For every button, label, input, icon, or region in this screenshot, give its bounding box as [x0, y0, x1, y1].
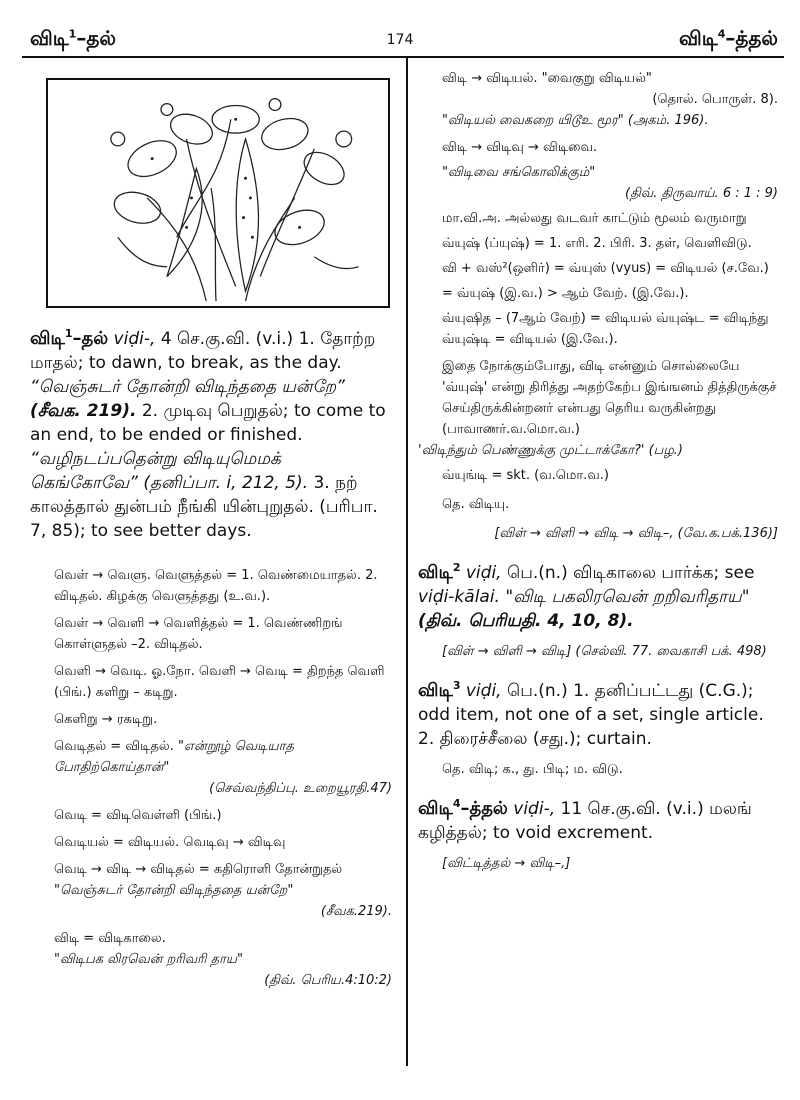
citation: (திவ். திருவாய். 6 : 1 : 9)	[625, 186, 778, 201]
note: வெள் → வெளு. வெளுத்தல் = 1. வெண்மையாதல். 2. விடிதல். கிழக்கு வெளுத்தது (உ.வ.).	[54, 568, 378, 604]
quote: "விடிவை சங்கொலிக்கும்"	[442, 165, 596, 180]
note: = வ்யுஷ் (இ.வ.) > ஆம் வேற். (இ.வே.).	[442, 286, 689, 301]
note: மா.வி.அ. அல்லது வடவர் காட்டும் மூலம் வருமாறு	[442, 211, 747, 226]
quote: "விடியல் வைகறை யிடூஉ மூர" (அகம். 196).	[442, 113, 709, 128]
note: வெடி = விடிவெள்ளி (பிங்.)	[54, 808, 222, 823]
transliteration: viḍi-,	[113, 329, 156, 349]
entry-vidi1-thal	[30, 322, 392, 543]
part-of-speech: 4 செ.கு.வி. (v.i.)	[160, 329, 294, 349]
page-number: 174	[386, 32, 414, 48]
running-head-right: விடி$^4$–த்தல்	[679, 26, 778, 50]
headword: விடி$^2$	[418, 561, 461, 583]
note: கெளிறு → ரகடிறு.	[54, 712, 158, 727]
running-head-left: விடி$^1$–தல்	[30, 26, 116, 50]
citation: (சீவக. 219).	[30, 401, 137, 421]
transliteration: viḍi,	[465, 563, 502, 583]
entry-vidi2	[418, 556, 778, 633]
definition: 11 செ.கு.வி. (v.i.) மலங் கழித்தல்; to void excrement.	[418, 799, 752, 843]
citation: (திவ். பெரியதி. 4, 10, 8).	[418, 611, 634, 631]
entry-vidi4-thal	[418, 792, 778, 845]
right-column	[418, 68, 778, 874]
column-divider	[406, 56, 408, 1066]
quote: “வழிநடப்பதென்று விடியுமெமக் கெங்கோவே”	[30, 449, 281, 493]
cross-reference: viḍi-kālai.	[418, 587, 500, 607]
quote: "விடி பகலிரவென் றறிவரிதாய"	[505, 587, 750, 607]
etymology: [விள் → விளி → விடி → விடி–, (வே.க.பக்.136)]	[494, 526, 778, 541]
sense-1: 1. தோற்ற மாதல்; to dawn, to break, as the day.	[30, 329, 376, 373]
note: வெளி → வெடி. ஓ.நோ. வெளி → வெடி = திறந்த வெளி (பிங்.) களிறு – கடிறு.	[54, 664, 385, 700]
sense-3: 3. நற் காலத்தால் துன்பம் நீங்கி யின்புறுதல். (பரிபா. 7, 85); to see better days.	[30, 473, 378, 541]
note: வி + வஸ்²(ஒளிர்) = வ்யுஸ் (vyus) = விடியல் (ச.வே.)	[442, 261, 769, 276]
transliteration: viḍi-,	[513, 799, 556, 819]
cognates: தெ. விடியு.	[442, 497, 510, 512]
note: விடி → விடியல். "வைகுறு விடியல்"	[442, 71, 652, 86]
note: வெடி → விடி → விடிதல் = கதிரொளி தோன்றுதல்	[54, 862, 343, 877]
note: வெடிதல் = விடிதல். "என்றூழ் வெடியாத போதிற்கொய்தான்"	[54, 739, 294, 775]
quote: "வெஞ்சுடர் தோன்றி விடிந்ததை யன்றே"	[54, 883, 294, 898]
definition: பெ.(n.) விடிகாலை பார்க்க; see	[506, 563, 755, 583]
sense-2: 2. முடிவு பெறுதல்; to come to an end, to be ended or finished.	[30, 401, 386, 445]
note: வ்யுஷ் (ப்யுஷ்) = 1. எரி. 2. பிரி. 3. தள், வெளிவிடு.	[442, 236, 752, 251]
cognates: தெ. விடி; க., து. பிடி; ம. விடு.	[442, 762, 623, 777]
definition: பெ.(n.) 1. தனிப்பட்டது (C.G.); odd item, not one of a set, single article. 2. திரைச்சீலை (சது.); curtain.	[418, 681, 764, 749]
proverb: 'விடிந்தும் பெண்ணுக்கு முட்டாக்கோ?' (பழ.)	[418, 443, 684, 458]
note: வெடியல் = விடியல். வெடிவு → விடிவு	[54, 835, 286, 850]
headword: விடி$^3$	[418, 679, 461, 701]
plant-illustration	[46, 78, 390, 308]
note: வ்யுங்டி = skt. (வ.மொ.வ.)	[442, 468, 609, 483]
headword: விடி$^1$–தல்	[30, 327, 109, 349]
citation: (திவ். பெரிய.4:10:2)	[264, 973, 392, 988]
headword: விடி$^4$–த்தல்	[418, 797, 508, 819]
etymology: [விட்டித்தல் → விடி–,]	[442, 856, 571, 871]
etymology: [விள் → விளி → விடி] (செல்வி. 77. வைகாசி பக். 498)	[442, 644, 767, 659]
citation: (செவ்வந்திப்பு. உறையூரதி.47)	[209, 781, 392, 796]
citation: (தனிப்பா. i, 212, 5).	[143, 473, 309, 493]
header-rule	[22, 56, 784, 58]
note: வெள் → வெளி → வெளித்தல் = 1. வெண்ணிறங் கொள்ளுதல் –2. விடிதல்.	[54, 616, 343, 652]
citation: (சீவக.219).	[320, 904, 392, 919]
citation: (தொல். பொருள். 8).	[652, 92, 778, 107]
left-column	[30, 322, 392, 991]
quote: "விடிபக லிரவென் றரிவரி தாய"	[54, 952, 244, 967]
quote: “வெஞ்சுடர் தோன்றி விடிந்ததை யன்றே”	[30, 377, 345, 397]
flower-drawing-icon	[48, 80, 388, 306]
entry-vidi3	[418, 674, 778, 751]
transliteration: viḍi,	[465, 681, 502, 701]
note: விடி → விடிவு → விடிவை.	[442, 140, 598, 155]
paragraph: இதை நோக்கும்போது, விடி என்னும் சொல்லையே 'வ்யுஷ்' என்று திரித்து அதற்கேற்ப இங்ஙனம் தித்திருக்குச் செய்திருக்கின்றனர் என்பது தெரிய வருகின்றது (பாவாணர்.வ.மொ.வ.)	[442, 359, 777, 437]
note: வ்யுஷித – (7ஆம் வேற்) = விடியல் வ்யுஷ்ட = விடிந்து வ்யுஷ்டி = விடியல் (இ.வே.).	[442, 311, 769, 347]
note: விடி = விடிகாலை.	[54, 931, 166, 946]
